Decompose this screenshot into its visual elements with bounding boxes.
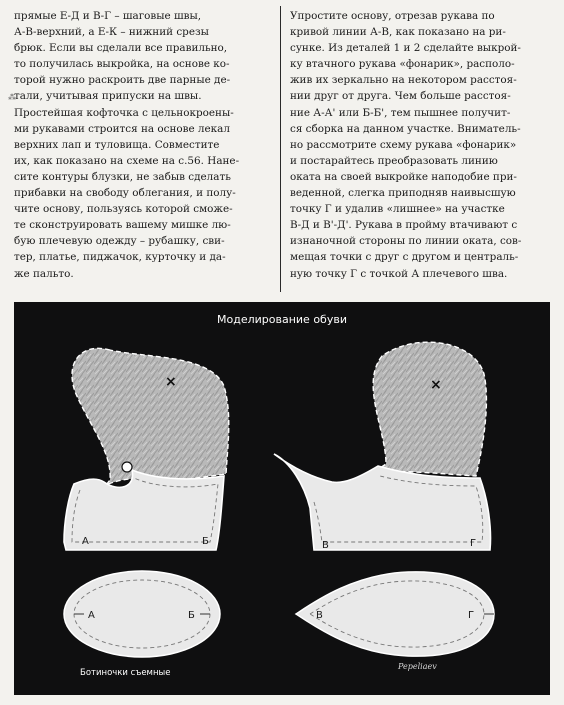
boot-left-upper [72, 348, 229, 485]
label-boot1-a: А [82, 536, 89, 547]
figure-signature: Pepeliaev [398, 662, 437, 671]
column-divider [280, 6, 281, 292]
figure-title: Моделирование обуви [217, 313, 347, 326]
left-column [14, 8, 270, 282]
sole-right [296, 572, 494, 656]
figure-caption: Ботиночки съемные [80, 668, 171, 678]
boot-right-upper [373, 342, 486, 476]
label-sole1-b: Б [188, 610, 195, 621]
right-column [290, 8, 552, 282]
label-boot1-b: Б [202, 536, 209, 547]
left-column-text: прямые Е-Д и В-Г – шаговые швы, А-В-верхний, а Е-К – нижний срезы брюк. Если вы сделали все правильно, то получилась выкройка, на основе ко- торой нужно раскроить две парные де- тали, учитывая припуски на швы. Простейшая кофточка с цельнокроены- ми рукавами строится на основе лекал верхних лап и туловища. Совместите их, как показано на схеме на с.56. Нане- сите контуры блузки, не забыв сделать прибавки на свободу облегания, и полу- чите основу, пользуясь которой сможе- те сконструировать вашему мишке лю- бую плечевую одежду – рубашку, сви- тер, платье, пиджачок, курточку и да- же пальто. [14, 10, 240, 280]
shoe-pattern-drawing [14, 302, 550, 695]
lace-hole-icon [122, 462, 132, 472]
center-mark-right: × [430, 377, 442, 393]
label-boot2-v: В [322, 540, 329, 551]
label-sole2-v: В [316, 610, 323, 621]
margin-mark: ⁂ [8, 93, 16, 102]
label-sole1-a: А [88, 610, 95, 621]
label-boot2-g: Г [470, 538, 477, 549]
article-text [0, 0, 564, 300]
label-sole2-g: Г [468, 610, 475, 621]
right-column-text: Упростите основу, отрезав рукава по кривой линии А-В, как показано на ри- сунке. Из деталей 1 и 2 сделайте выкрой- ку втачного рукава «фонарик», располо- жив их зеркально на некотором расстоя- нии друг от друга. Чем больше расстоя- ние А-А' или Б-Б', тем пышнее получит- ся сборка на данном участке. Вниматель- но рассмотрите схему рукава «фонарик» и постарайтесь преобразовать линию оката на своей выкройке наподобие при- веденной, слегка приподняв наивысшую точку Г и удалив «лишнее» на участке В-Д и В'-Д'. Рукава в пройму втачивают с изнаночной стороны по линии оката, сов- мещая точки с друг с другом и централь- ную точку Г с точкой А плечевого шва. [290, 10, 522, 280]
center-mark-left: × [165, 374, 177, 390]
shoe-pattern-figure [14, 302, 550, 695]
